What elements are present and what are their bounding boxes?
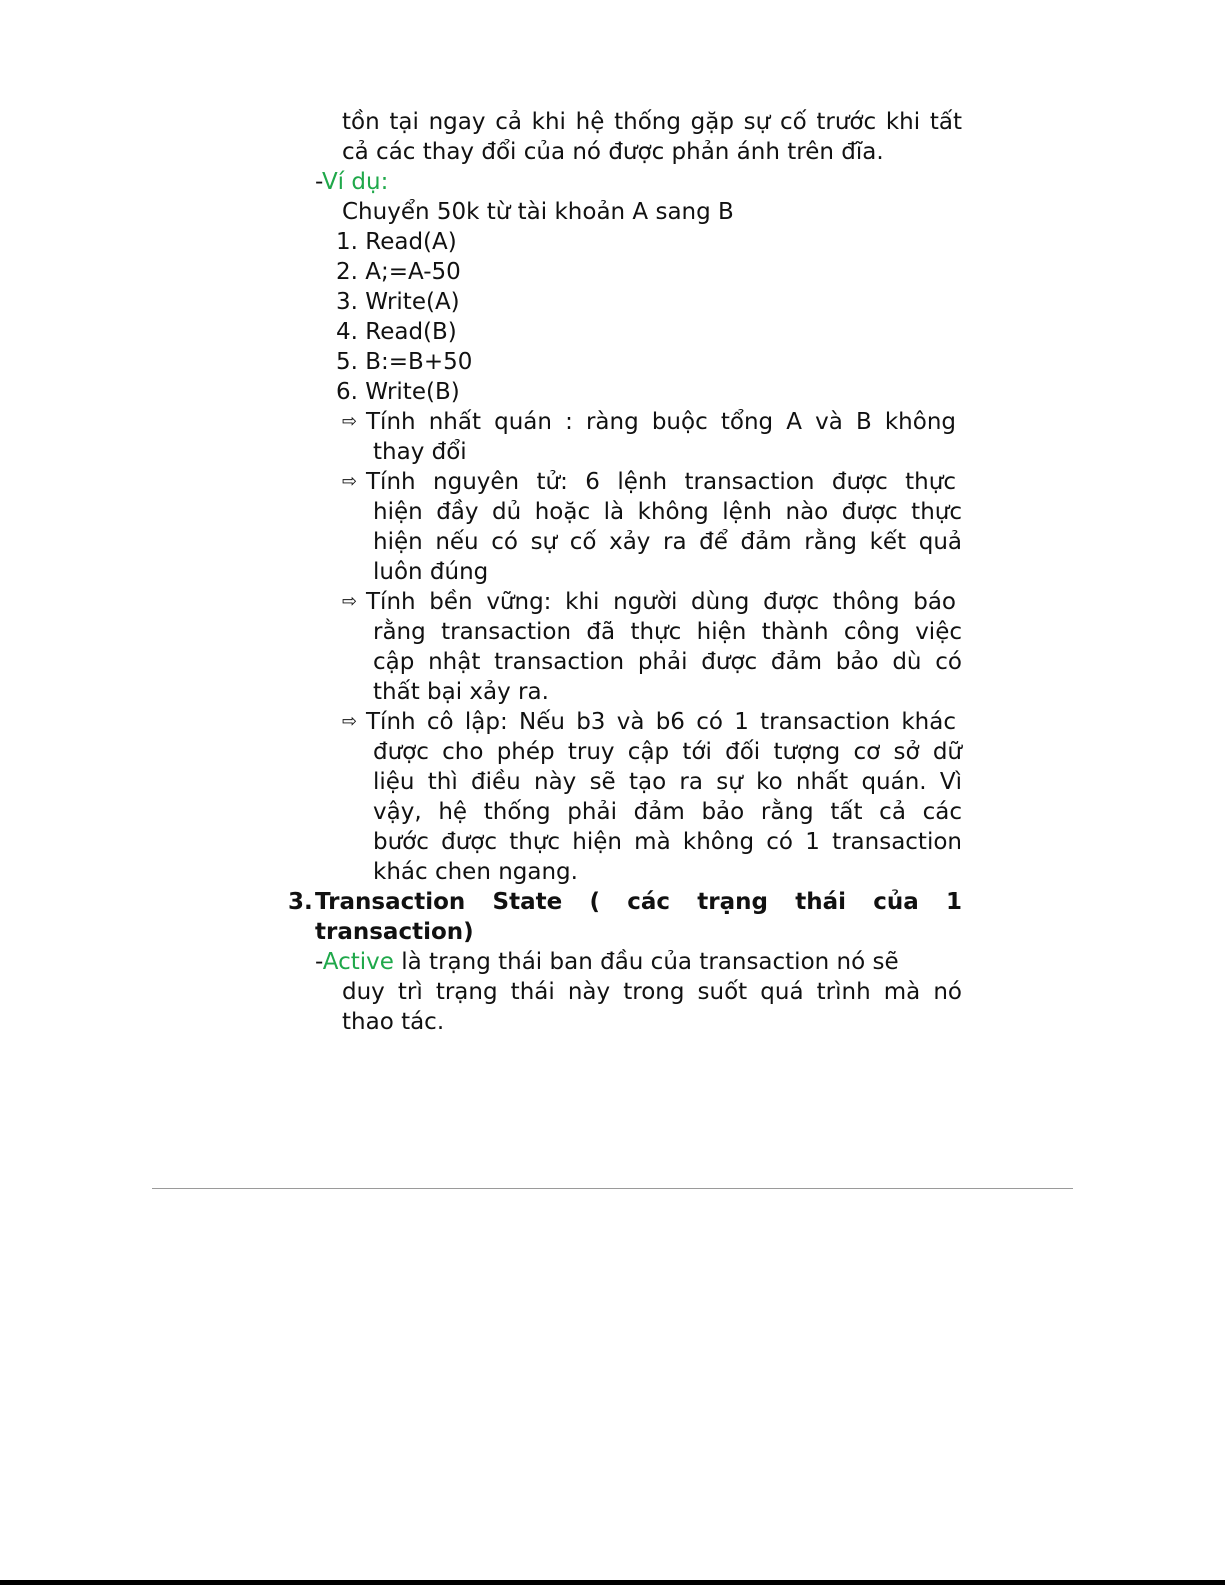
property-line: Tính bền vững: khi người dùng được thông báo: [366, 589, 956, 615]
property-line: được cho phép truy cập tới đối tượng cơ sở dữ: [373, 739, 962, 765]
section-heading: transaction): [315, 919, 474, 945]
example-heading: Chuyển 50k từ tài khoản A sang B: [342, 199, 734, 225]
section-heading: Transaction State ( các trạng thái của 1: [315, 889, 962, 915]
property-line: cập nhật transaction phải được đảm bảo dù có: [373, 649, 962, 675]
arrow-bullet-icon: ⇨: [342, 411, 358, 432]
paragraph-line: thao tác.: [342, 1009, 445, 1035]
list-item: 2. A;=A-50: [336, 259, 461, 285]
active-paragraph: [315, 947, 899, 977]
active-text: là trạng thái ban đầu của transaction nó sẽ: [393, 949, 899, 975]
property-line: Tính cô lập: Nếu b3 và b6 có 1 transaction khác: [366, 709, 956, 735]
paragraph-line: duy trì trạng thái này trong suốt quá trình mà nó: [342, 979, 962, 1005]
property-line: thay đổi: [373, 439, 467, 465]
page-separator: [152, 1188, 1073, 1189]
arrow-bullet-icon: ⇨: [342, 591, 358, 612]
property-line: vậy, hệ thống phải đảm bảo rằng tất cả các: [373, 799, 962, 825]
paragraph-line: cả các thay đổi của nó được phản ánh trên đĩa.: [342, 139, 884, 165]
example-label: [315, 167, 388, 197]
arrow-bullet-icon: ⇨: [342, 471, 358, 492]
example-label-text: Ví dụ:: [321, 169, 389, 195]
property-line: hiện đầy dủ hoặc là không lệnh nào được thực: [373, 499, 962, 525]
property-line: Tính nhất quán : ràng buộc tổng A và B không: [366, 409, 956, 435]
list-item: 3. Write(A): [336, 289, 460, 315]
property-line: thất bại xảy ra.: [373, 679, 549, 705]
list-item: 6. Write(B): [336, 379, 460, 405]
paragraph-line: tồn tại ngay cả khi hệ thống gặp sự cố trước khi tất: [342, 109, 962, 135]
property-line: liệu thì điều này sẽ tạo ra sự ko nhất quán. Vì: [373, 769, 962, 795]
dash: -: [315, 169, 322, 195]
list-item: 4. Read(B): [336, 319, 457, 345]
property-line: rằng transaction đã thực hiện thành công việc: [373, 619, 962, 645]
list-item: 5. B:=B+50: [336, 349, 473, 375]
active-term: Active: [322, 949, 394, 975]
property-line: bước được thực hiện mà không có 1 transaction: [373, 829, 962, 855]
list-item: 1. Read(A): [336, 229, 457, 255]
property-line: khác chen ngang.: [373, 859, 578, 885]
property-line: hiện nếu có sự cố xảy ra để đảm rằng kết quả: [373, 529, 962, 555]
property-line: luôn đúng: [373, 559, 489, 585]
bottom-edge: [0, 1580, 1225, 1585]
dash: -: [315, 949, 323, 975]
property-line: Tính nguyên tử: 6 lệnh transaction được thực: [366, 469, 956, 495]
arrow-bullet-icon: ⇨: [342, 711, 358, 732]
section-number: 3.: [288, 889, 313, 915]
